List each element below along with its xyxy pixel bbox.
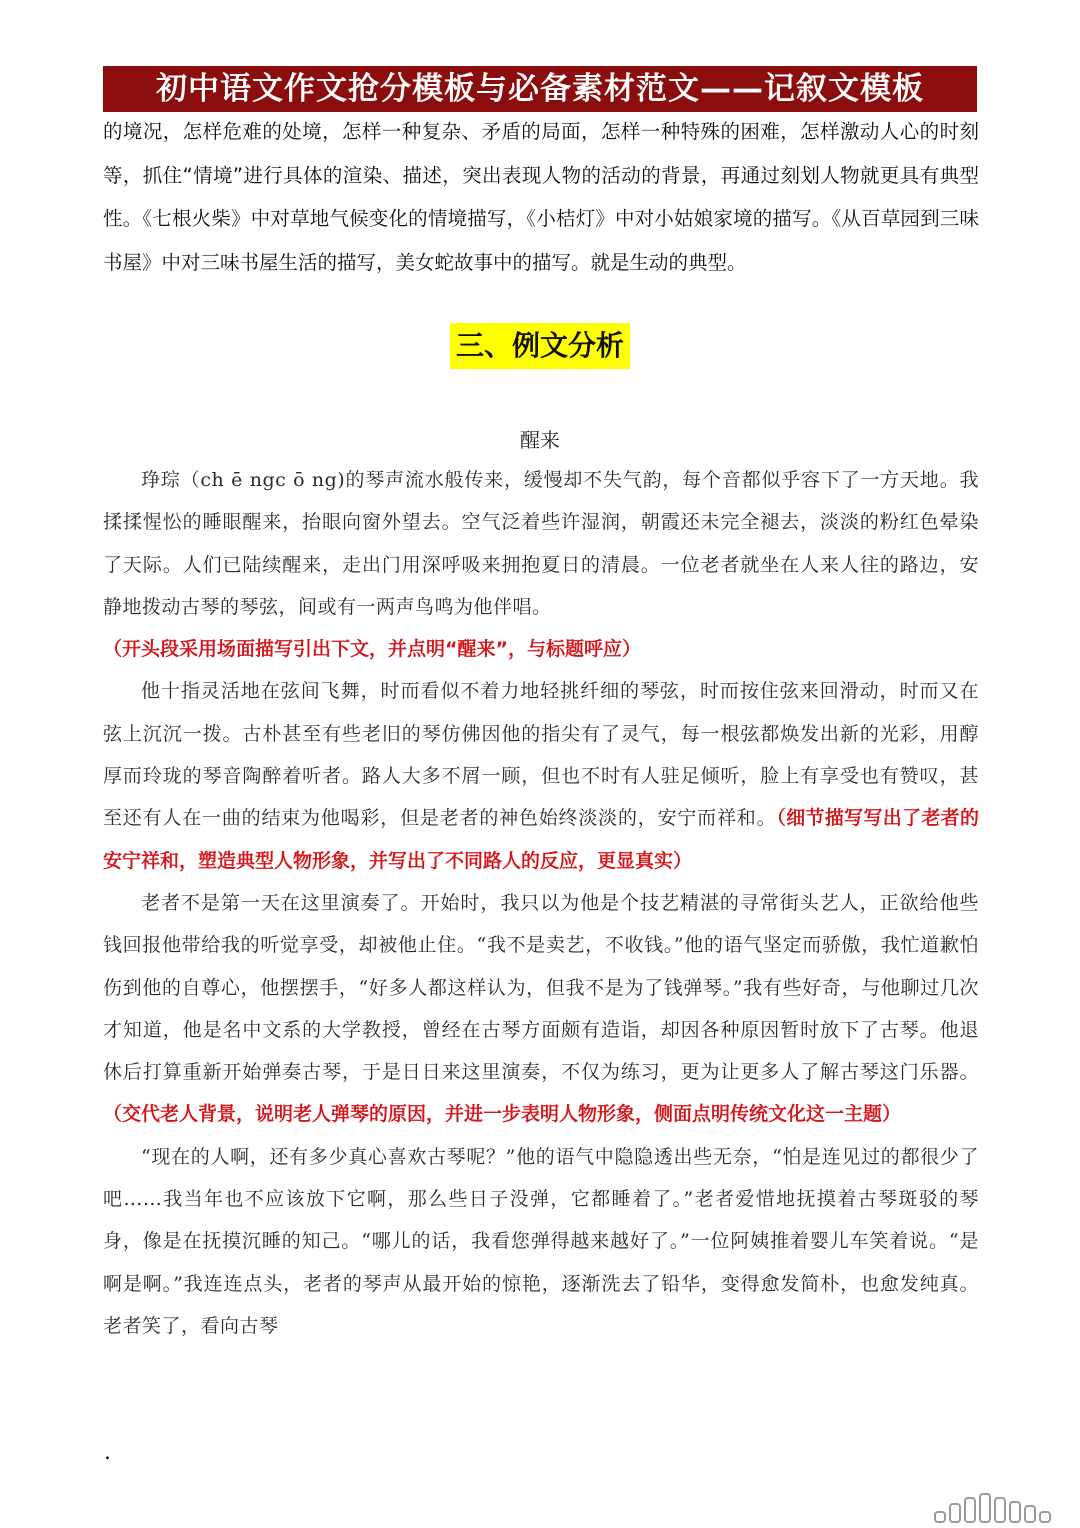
section-heading: 三、例文分析	[450, 323, 630, 369]
intro-section	[103, 110, 979, 284]
essay-title: 醒来	[520, 428, 560, 452]
annotation-note-2: （细节描写写出了老者的安宁祥和，塑造典型人物形象，并写出了不同路人的反应，更显真实）	[103, 807, 979, 872]
intro-paragraph: 的境况，怎样危难的处境，怎样一种复杂、矛盾的局面，怎样一种特殊的困难，怎样激动人心的时刻等，抓住“情境”进行具体的渲染、描述，突出表现人物的活动的背景，再通过刻划人物就更具有典型性。《七根火柴》中对草地气候变化的情境描写，《小桔灯》中对小姑娘家境的描写。《从百草园到三味书屋》中对三味书屋生活的描写，美女蛇故事中的描写。就是生动的典型。	[103, 120, 979, 274]
essay-paragraph-4	[103, 1136, 979, 1347]
bar-chart-icon	[932, 1492, 1057, 1524]
document-banner-title: 初中语文作文抢分模板与必备素材范文——记叙文模板	[103, 66, 977, 112]
essay-paragraph-1-note-line	[103, 628, 979, 670]
essay-paragraph-4-text: “现在的人啊，还有多少真心喜欢古琴呢？”他的语气中隐隐透出些无奈，“怕是连见过的都很少了吧……我当年也不应该放下它啊，那么些日子没弹，它都睡着了。”老者爱惜地抚摸着古琴斑驳的琴身，像是在抚摸沉睡的知己。“哪儿的话，我看您弹得越来越好了。”一位阿姨推着婴儿车笑着说。“是啊是啊。”我连连点头，老者的琴声从最开始的惊艳，逐渐洗去了铅华，变得愈发简朴，也愈发纯真。老者笑了，看向古琴	[103, 1145, 979, 1337]
essay-body	[103, 459, 979, 1347]
trailing-dot: .	[104, 1440, 111, 1465]
essay-paragraph-1-text: 琤琮（ch ē ngc ō ng)的琴声流水般传来，缓慢却不失气韵，每个音都似乎容下了一方天地。我揉揉惺忪的睡眼醒来，抬眼向窗外望去。空气泛着些许湿润，朝霞还未完全褪去，淡淡的粉红色晕染了天际。人们已陆续醒来，走出门用深呼吸来拥抱夏日的清晨。一位老者就坐在人来人往的路边，安静地拨动古琴的琴弦，间或有一两声鸟鸣为他伴唱。	[103, 469, 979, 618]
annotation-note-3: （交代老人背景，说明老人弹琴的原因，并进一步表明人物形象，侧面点明传统文化这一主题）	[103, 1103, 902, 1126]
essay-paragraph-2	[103, 670, 979, 881]
essay-paragraph-1	[103, 459, 979, 628]
essay-paragraph-3	[103, 882, 979, 1136]
section-heading-wrapper	[0, 323, 1080, 369]
essay-paragraph-2-text: 他十指灵活地在弦间飞舞，时而看似不着力地轻挑纤细的琴弦，时而按住弦来回滑动，时而又在弦上沉沉一拨。古朴甚至有些老旧的琴仿佛因他的指尖有了灵气，每一根弦都焕发出新的光彩，用醇厚而玲珑的琴音陶醉着听者。路人大多不屑一顾，但也不时有人驻足倾听，脸上有享受也有赞叹，甚至还有人在一曲的结束为他喝彩，但是老者的神色始终淡淡的，安宁而祥和。	[103, 680, 979, 830]
annotation-note-1: （开头段采用场面描写引出下文，并点明“醒来”，与标题呼应）	[103, 638, 641, 661]
essay-paragraph-3-text: 老者不是第一天在这里演奏了。开始时，我只以为他是个技艺精湛的寻常街头艺人，正欲给他些钱回报他带给我的听觉享受，却被他止住。“我不是卖艺，不收钱。”他的语气坚定而骄傲，我忙道歉怕伤到他的自尊心，他摆摆手，“好多人都这样认为，但我不是为了钱弹琴。”我有些好奇，与他聊过几次才知道，他是名中文系的大学教授，曾经在古琴方面颇有造诣，却因各种原因暂时放下了古琴。他退休后打算重新开始弹奏古琴，于是日日来这里演奏，不仅为练习，更为让更多人了解古琴这门乐器。	[103, 891, 979, 1084]
